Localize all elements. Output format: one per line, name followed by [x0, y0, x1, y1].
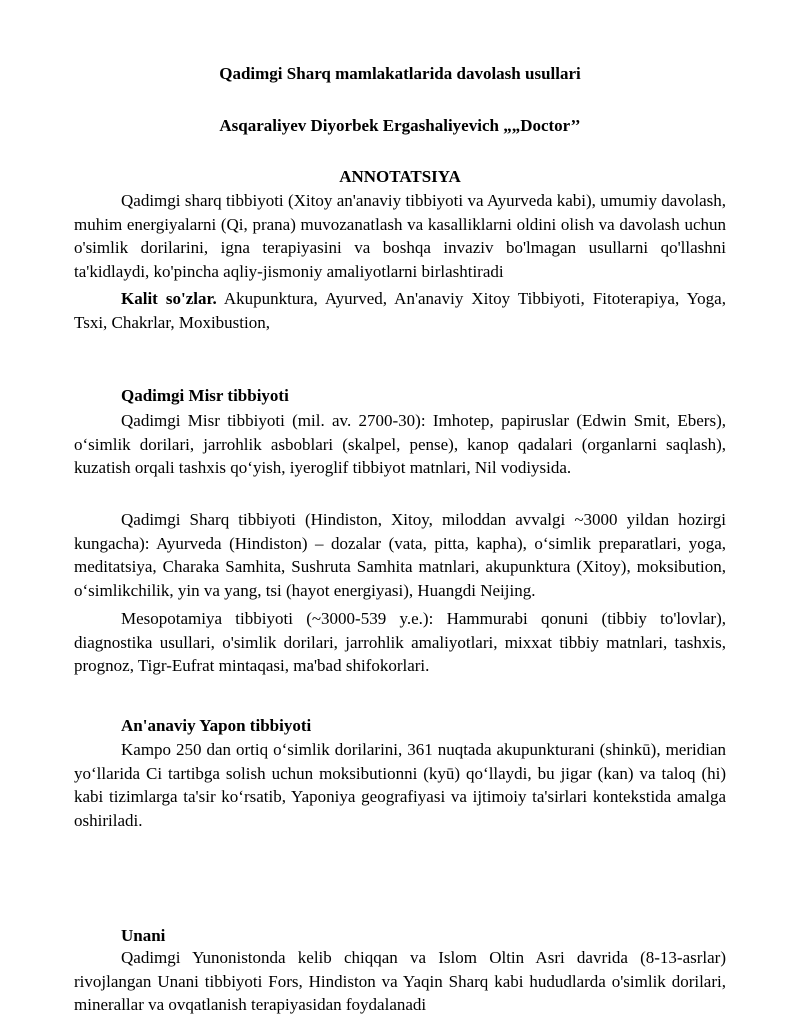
- section-paragraph: Qadimgi Sharq tibbiyoti (Hindiston, Xitoy, miloddan avvalgi ~3000 yildan hozirgi kungacha): Ayurveda (Hindiston) – dozalar (vata, pitta, kapha), o‘simlik preparatlari, yoga, meditatsiya, Charaka Samhita, Sushruta Samhita matnlari, akupunktura (Xitoy), moksibution, o‘simlikchilik, yin va yang, tsi (hayot energiyasi), Huangdi Neijing.: [74, 510, 726, 600]
- keywords-label: Kalit so'zlar.: [121, 289, 217, 308]
- section-heading-egypt: Qadimgi Misr tibbiyoti: [121, 386, 289, 405]
- section-heading-japan: An'anaviy Yapon tibbiyoti: [121, 716, 312, 735]
- abstract-paragraph: Qadimgi sharq tibbiyoti (Xitoy an'anaviy tibbiyoti va Ayurveda kabi), umumiy davolash, muhim energiyalarni (Qi, prana) muvozanatlash va kasalliklarni oldini olish va davolash uchun o'simlik dorilarini, igna terapiyasini va boshqa invaziv bo'lmagan usullarni qo'llashni ta'kidlaydi, ko'pincha aqliy-jismoniy amaliyotlarni birlashtiradi: [74, 191, 726, 281]
- keywords-text: Akupunktura, Ayurved, An'anaviy Xitoy Tibbiyoti, Fitoterapiya, Yoga, Tsxi, Chakrlar, Moxibustion,: [74, 289, 726, 332]
- section-paragraph: Qadimgi Misr tibbiyoti (mil. av. 2700-30): Imhotep, papiruslar (Edwin Smit, Ebers), o‘simlik dorilari, jarrohlik asboblari (skalpel, pense), kanop qadalari (organlarni saqlash), kuzatish orqali tashxis qo‘yish, iyeroglif tibbiyot matnlari, Nil vodiysida.: [74, 411, 726, 477]
- section-heading-unani: Unani: [121, 926, 166, 945]
- abstract-heading: ANNOTATSIYA: [339, 167, 461, 186]
- keywords-paragraph: [74, 287, 726, 334]
- section-paragraph: Kampo 250 dan ortiq o‘simlik dorilarini, 361 nuqtada akupunkturani (shinkū), meridian yo‘llarida Ci tartibga solish uchun moksibutionni (kyū) qo‘llaydi, bu jigar (kan) va taloq (hi) kabi tizimlarga ta'sir ko‘rsatib, Yaponiya geografiyasi va ijtimoiy ta'sirlari kontekstida amalga oshiriladi.: [74, 740, 726, 830]
- section-paragraph: Qadimgi Yunonistonda kelib chiqqan va Islom Oltin Asri davrida (8-13-asrlar) rivojlangan Unani tibbiyoti Fors, Hindiston va Yaqin Sharq kabi hududlarda o'simlik dorilari, minerallar va ovqatlanish terapiyasidan foydalanadi: [74, 948, 726, 1014]
- document-author: Asqaraliyev Diyorbek Ergashaliyevich „„Doctor’’: [219, 116, 581, 135]
- section-paragraph: Mesopotamiya tibbiyoti (~3000-539 y.e.): Hammurabi qonuni (tibbiy to'lovlar), diagnostika usullari, o'simlik dorilari, jarrohlik amaliyotlari, mixxat tibbiy matnlari, tashxis, prognoz, Tigr-Eufrat mintaqasi, ma'bad shifokorlari.: [74, 609, 726, 675]
- document-title: Qadimgi Sharq mamlakatlarida davolash usullari: [219, 64, 581, 83]
